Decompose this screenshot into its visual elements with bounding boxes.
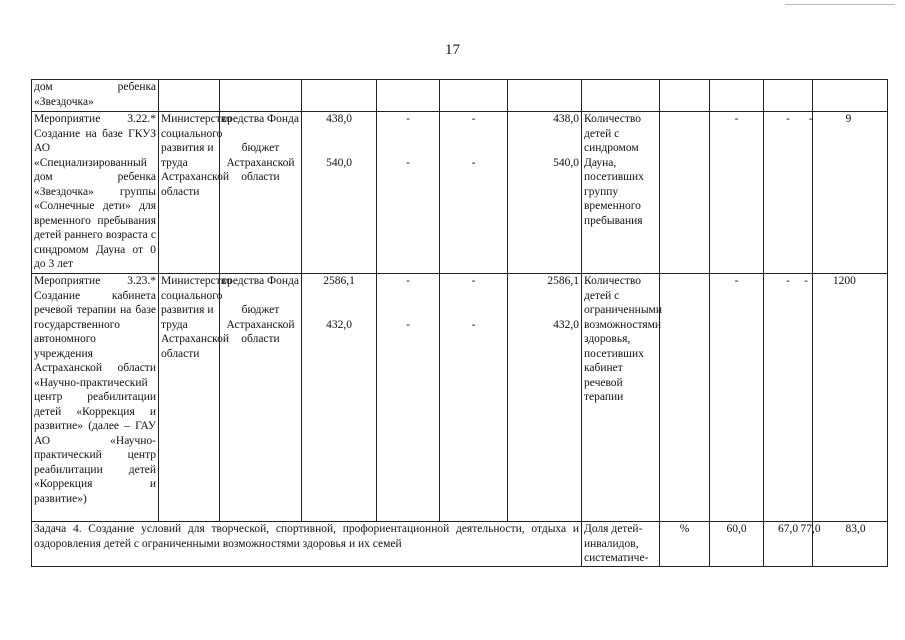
indicator-unit — [660, 112, 710, 274]
indicator-value-2: - — [764, 112, 813, 274]
indicator-value-1: - — [710, 112, 764, 274]
indicator: Доля детей-инвалидов, систематиче- — [582, 522, 660, 567]
year-3-amount: 438,0 540,0 — [508, 112, 582, 274]
year-1-amount: - - — [377, 112, 440, 274]
executor: Министерство социального развития и труда Астраханской области — [159, 274, 220, 522]
indicator-value-1: - — [710, 274, 764, 522]
indicator-value-3: - 9 — [813, 112, 888, 274]
indicator-value-2: 67,0 — [764, 522, 813, 567]
year-1-amount: - - — [377, 274, 440, 522]
page-number: 17 — [445, 42, 460, 58]
event-description: дом ребенка «Звездочка» — [32, 80, 159, 112]
indicator-value-1: 60,0 — [710, 522, 764, 567]
indicator: Количество детей с ограниченными возможностями здоровья, посетивших кабинет речевой терапии — [582, 274, 660, 522]
indicator: Количество детей с синдромом Дауна, посетивших группу временного пребывания — [582, 112, 660, 274]
indicator-unit: % — [660, 522, 710, 567]
year-3-amount: 2586,1 432,0 — [508, 274, 582, 522]
funding-source: средства Фонда бюджет Астраханской области — [220, 112, 302, 274]
executor: Министерство социального развития и труда Астраханской области — [159, 112, 220, 274]
total-amount: 2586,1 432,0 — [302, 274, 377, 522]
event-description: Мероприятие 3.22.* Создание на базе ГКУЗ АО «Специализированный дом ребенка «Звездочка» группы «Солнечные дети» для временного пребывания детей раннего возраста с синдромом Дауна от 0 до 3 лет — [32, 112, 159, 274]
table-row — [32, 522, 888, 567]
total-amount: 438,0 540,0 — [302, 112, 377, 274]
indicator-unit — [660, 274, 710, 522]
table-row — [32, 112, 888, 274]
task-title: Задача 4. Создание условий для творческой, спортивной, профориентационной деятельности, отдыха и оздоровления детей с ограниченными возможностями здоровья и их семей — [32, 522, 582, 567]
table-row — [32, 80, 888, 112]
year-2-amount: - - — [440, 274, 508, 522]
indicator-value-2: - — [764, 274, 813, 522]
year-2-amount: - - — [440, 112, 508, 274]
program-table — [31, 79, 888, 567]
table-row — [32, 274, 888, 522]
indicator-value-3: - 1200 — [813, 274, 888, 522]
indicator-value-3: 77,0 83,0 — [813, 522, 888, 567]
funding-source: средства Фонда бюджет Астраханской области — [220, 274, 302, 522]
top-rule — [785, 4, 895, 5]
event-description: Мероприятие 3.23.* Создание кабинета речевой терапии на базе государственного автономного учреждения Астраханской области «Научно-практический центр реабилитации детей «Коррекция и развитие» (далее – ГАУ АО «Научно-практический центр реабилитации детей «Коррекция и развитие») — [32, 274, 159, 522]
